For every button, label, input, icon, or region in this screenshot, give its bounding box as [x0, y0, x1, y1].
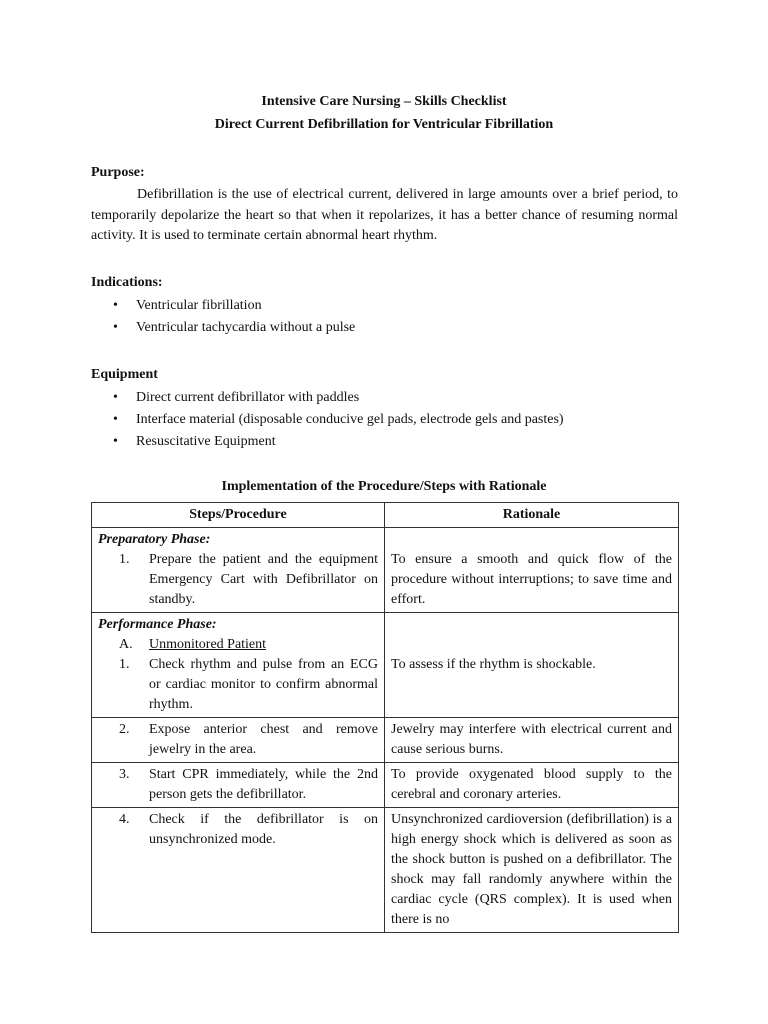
column-header-rationale: Rationale [385, 503, 679, 528]
step-item [98, 720, 378, 760]
steps-table [91, 502, 679, 933]
table-row [92, 613, 679, 718]
rationale-cell [385, 808, 679, 933]
table-row [92, 763, 679, 808]
rationale-text: To provide oxygenated blood supply to the cerebral and coronary arteries. [391, 767, 672, 802]
bullet-icon: • [113, 320, 118, 335]
rationale-cell [385, 528, 679, 613]
step-item [98, 810, 378, 850]
rationale-text: To ensure a smooth and quick flow of the procedure without interruptions; to save time and effort. [391, 552, 672, 607]
step-text: Start CPR immediately, while the 2nd person gets the defibrillator. [149, 767, 378, 802]
list-item [91, 387, 564, 409]
step-item [98, 550, 378, 610]
column-header-steps: Steps/Procedure [92, 503, 385, 528]
bullet-icon: • [113, 390, 118, 405]
steps-cell [92, 763, 385, 808]
steps-cell [92, 613, 385, 718]
step-text: Expose anterior chest and remove jewelry in the area. [149, 722, 378, 757]
rationale-text: Unsynchronized cardioversion (defibrillation) is a high energy shock which is delivered as soon as the shock button is pushed on a defibrillator. The shock may fall randomly anywhere within the cardiac cycle (QRS complex). It is used when there is no [391, 812, 672, 927]
list-item-text: Interface material (disposable conducive gel pads, electrode gels and pastes) [136, 412, 564, 427]
subsection-item [98, 635, 378, 655]
equipment-heading: Equipment [91, 367, 158, 382]
list-item-text: Direct current defibrillator with paddles [136, 390, 360, 405]
document-subtitle: Direct Current Defibrillation for Ventricular Fibrillation [214, 117, 554, 132]
table-row [92, 528, 679, 613]
step-number: 4. [119, 812, 130, 827]
list-item-text: Resuscitative Equipment [136, 434, 276, 449]
bullet-icon: • [113, 434, 118, 449]
subsection-marker: A. [119, 637, 133, 652]
rationale-text: Jewelry may interfere with electrical current and cause serious burns. [391, 722, 672, 757]
rationale-cell [385, 763, 679, 808]
list-item-text: Ventricular tachycardia without a pulse [136, 320, 356, 335]
step-number: 2. [119, 722, 130, 737]
purpose-text: Defibrillation is the use of electrical current, delivered in large amounts over a brief period, to temporarily depolarize the heart so that when it repolarizes, it has a better chance of resuming normal activity. It is used to terminate certain abnormal heart rhythm. [91, 187, 678, 243]
step-number: 3. [119, 767, 130, 782]
steps-cell [92, 528, 385, 613]
bullet-icon: • [113, 298, 118, 313]
performance-phase-label: Performance Phase: [98, 617, 217, 632]
bullet-icon: • [113, 412, 118, 427]
list-item [91, 409, 564, 431]
step-text: Check rhythm and pulse from an ECG or cardiac monitor to confirm abnormal rhythm. [149, 657, 378, 712]
list-item [91, 295, 355, 317]
steps-cell [92, 808, 385, 933]
steps-cell [92, 718, 385, 763]
rationale-cell [385, 718, 679, 763]
purpose-heading: Purpose: [91, 165, 145, 180]
equipment-list [91, 387, 564, 453]
step-number: 1. [119, 552, 130, 567]
table-header-row [92, 503, 679, 528]
table-title: Implementation of the Procedure/Steps with Rationale [221, 479, 547, 494]
table-row [92, 718, 679, 763]
table-row [92, 808, 679, 933]
preparatory-phase-label: Preparatory Phase: [98, 532, 211, 547]
rationale-cell [385, 613, 679, 718]
list-item-text: Ventricular fibrillation [136, 298, 262, 313]
rationale-text: To assess if the rhythm is shockable. [391, 657, 596, 672]
step-text: Check if the defibrillator is on unsynchronized mode. [149, 812, 378, 847]
purpose-paragraph [91, 185, 678, 247]
list-item [91, 431, 564, 453]
document-title: Intensive Care Nursing – Skills Checklist [261, 94, 507, 109]
step-item [98, 655, 378, 715]
step-text: Prepare the patient and the equipment Emergency Cart with Defibrillator on standby. [149, 552, 378, 607]
list-item [91, 317, 355, 339]
indications-list [91, 295, 355, 339]
indications-heading: Indications: [91, 275, 163, 290]
subsection-label: Unmonitored Patient [149, 637, 267, 652]
step-item [98, 765, 378, 805]
step-number: 1. [119, 657, 130, 672]
